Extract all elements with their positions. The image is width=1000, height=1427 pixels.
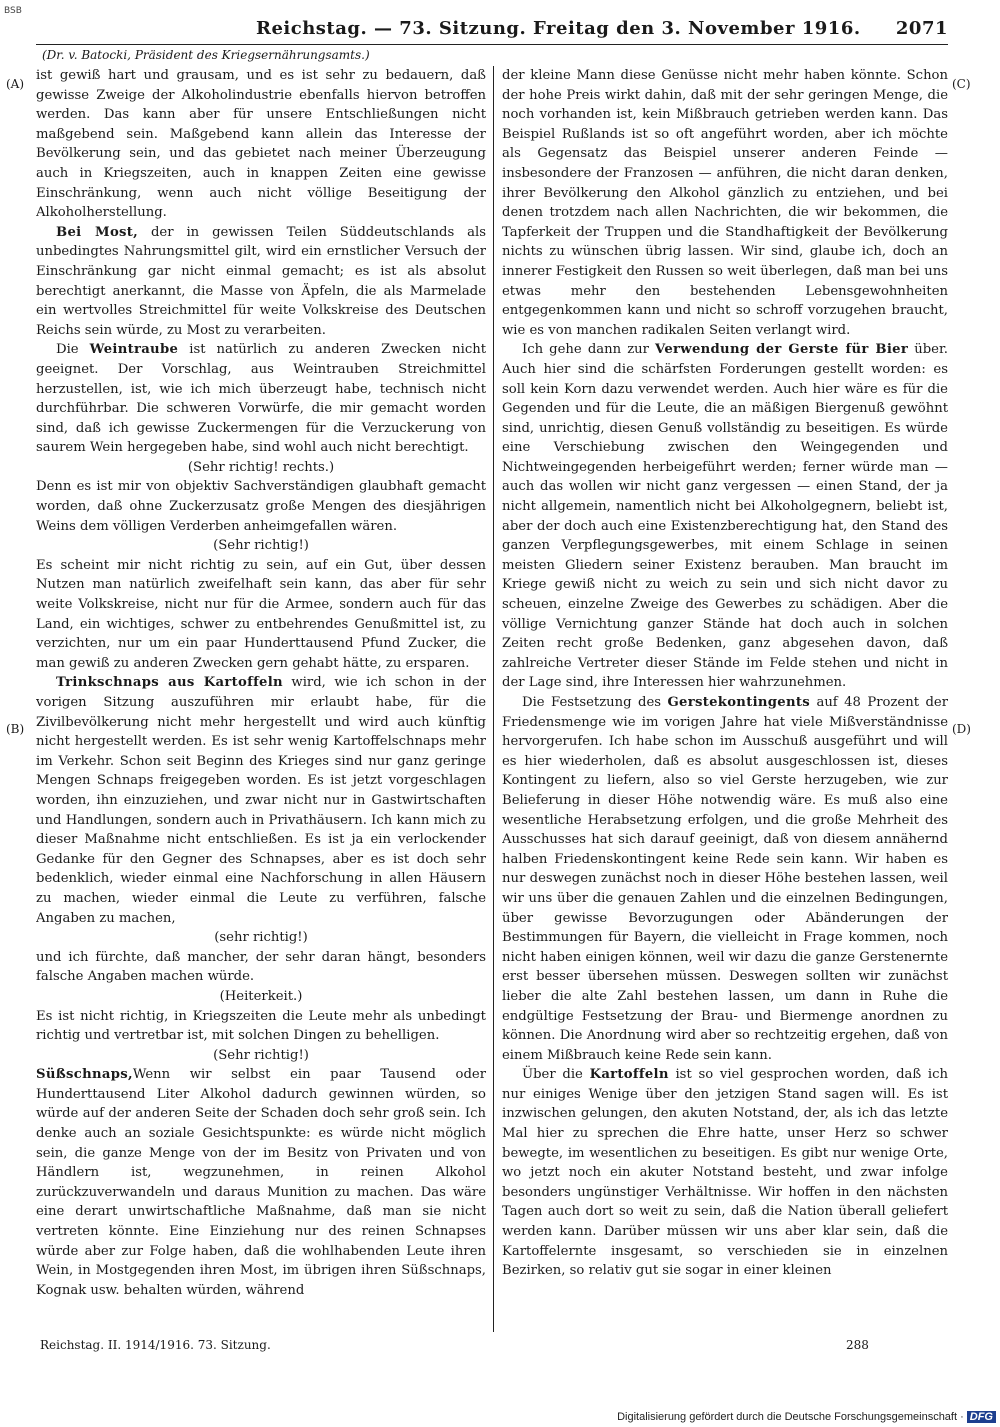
paragraph	[36, 340, 486, 458]
emphasized-term: Trinkschnaps aus Kartoffeln	[56, 675, 283, 691]
paragraph	[36, 948, 486, 987]
text-run: Die	[56, 342, 90, 358]
text-run: ist gewiß hart und grausam, und es ist sehr zu bedauern, daß gewisse Zweige der Alkoholindustrie ebenfalls hiervon betroffen werden. Das kann aber für unsere Entschließungen nicht maßgebend sein. Maßgebend kann allein das Interesse der Bevölkerung sein, und das gebietet nach meiner Überzeugung auch in Kriegszeiten, auch in knappen Zeiten eine gewisse Einschränkung, wenn auch nicht völlige Beseitigung der Alkoholherstellung.	[36, 68, 486, 221]
text-run: der kleine Mann diese Genüsse nicht mehr haben könnte. Schon der hohe Preis wirkt dahin, daß mit der sehr geringen Menge, die noch vorhanden ist, kein Mißbrauch getrieben werden kann. Das Beispiel Rußlands ist so oft angeführt worden, aber ich möchte als Gegensatz das Beispiel unserer anderen Feinde — insbesondere der Franzosen — anführen, die nicht daran denken, ihrer Bevölkerung den Alkohol gänzlich zu entziehen, und bei denen trotzdem nach allen Nachrichten, die wir bekommen, die Tapferkeit der Truppen und die Standhaftigkeit der Bevölkerung nichts zu wünschen übrig lassen. Wir sind, glaube ich, doch an innerer Festigkeit den Russen so weit überlegen, daß man bei uns etwas mehr den bestehenden Lebensgewohnheiten entgegenkommen kann und nicht so schroff vorzugehen braucht, wie es von manchen radikalen Seiten verlangt wird.	[502, 68, 948, 338]
paragraph	[36, 477, 486, 536]
paragraph	[36, 66, 486, 223]
left-column	[36, 66, 486, 1336]
text-run: ist natürlich zu anderen Zwecken nicht geeignet. Der Vorschlag, aus Weintrauben Streichmittel herzustellen, ist, wie ich mich überzeugt habe, technisch nicht durchführbar. Die schweren Vorwürfe, die mir gemacht worden sind, daß ich gewisse Zuckermengen für die Verzuckerung von saurem Wein hergegeben habe, sind wohl auch nicht berechtigt.	[36, 342, 486, 456]
text-run: über. Auch hier sind die schärfsten Forderungen gestellt worden: es soll kein Korn dazu verwendet werden. Auch hier wäre es für die Gegenden und für die Leute, die an mäßigen Biergenuß gewöhnt sind, unrichtig, diesen Genuß vollständig zu beseitigen. Es würde eine Verschiebung zwischen den Weingegenden und Nichtweingegenden herbeigeführt werden; ferner würde man — auch das wollen wir nicht ganz vergessen — einen Stand, der ja nicht allgemein, namentlich nicht bei Alkoholgegnern, beliebt ist, aber der doch auch eine Existenzberechtigung hat, den Stand des ganzen Verpflegungsgewerbes, mit einem Schlage in seinen meisten Gliedern seiner Existenz berauben. Man braucht im Kriege gewiß nicht zu weich zu sein und sich nicht davor zu scheuen, einzelne Zweige des Gewerbes zu schädigen. Aber die völlige Vernichtung ganzer Stände hat doch auch in solchen Zeiten recht große Bedenken, ganz abgesehen davon, daß zahlreiche Vertreter dieser Stände im Felde stehen und nicht in der Lage sind, ihre Interessen hier wahrzunehmen.	[502, 342, 948, 691]
text-run: (Heiterkeit.)	[219, 988, 303, 1004]
emphasized-term: Verwendung der Gerste für Bier	[655, 342, 909, 358]
interjection	[36, 928, 486, 948]
interjection	[36, 458, 486, 478]
emphasized-term: Bei Most,	[56, 224, 139, 240]
page-header	[256, 18, 948, 42]
text-run: und ich fürchte, daß mancher, der sehr daran hängt, besonders falsche Angaben machen würde.	[36, 949, 486, 985]
library-mark: BSB	[4, 6, 22, 16]
text-run: der in gewissen Teilen Süddeutschlands als unbedingtes Nahrungsmittel gilt, wird ein ernstlicher Versuch der Einschränkung gar nicht einmal gemacht; es ist als absolut berechtigt anerkannt, die Masse von Äpfeln, die als Marmelade ein wertvolles Streichmittel für weite Volkskreise des Deutschen Reichs sein würde, zu Most zu verarbeiten.	[36, 224, 486, 338]
footer-signature: 288	[846, 1338, 869, 1352]
dfg-logo: DFG	[967, 1411, 996, 1423]
text-run: (Sehr richtig!)	[213, 538, 309, 554]
paragraph	[36, 1065, 486, 1300]
emphasized-term: Weintraube	[89, 342, 179, 358]
running-title: Reichstag. — 73. Sitzung. Freitag den 3. November 1916.	[256, 18, 861, 39]
text-run: Es scheint mir nicht richtig zu sein, auf ein Gut, über dessen Nutzen man natürlich zweifelhaft sein kann, das aber für sehr weite Volkskreise, nicht nur für die Armee, sondern auch für das Land, ein wichtiges, schwer zu entbehrendes Genußmittel ist, zu verzichten, nur um ein paar Hunderttausend Pfund Zucker, die man gewiß zu anderen Zwecken gern gehabt hätte, zu ersparen.	[36, 557, 486, 671]
credit-text: Digitalisierung gefördert durch die Deutsche Forschungsgemeinschaft ·	[617, 1411, 964, 1423]
emphasized-term: Gerstekontingents	[667, 695, 811, 710]
interjection	[36, 1046, 486, 1066]
text-run: (sehr richtig!)	[214, 930, 308, 946]
text-run: wird, wie ich schon in der vorigen Sitzung auszuführen mir erlaubt habe, für die Zivilbevölkerung nicht mehr hergestellt und wird auch künftig nicht hergestellt werden. Es ist sehr wenig Kartoffelschnaps mehr im Verkehr. Schon seit Beginn des Krieges sind nur ganz geringe Mengen Schnaps freigegeben worden. Es ist jetzt vorgeschlagen worden, ihn einzuziehen, und zwar nicht nur in Gastwirtschaften und Handlungen, sondern auch in Privathäusern. Ich kann mich zu dieser Maßnahme nicht entschließen. Es ist ja ein verlockender Gedanke für den Gegner des Schnapses, aber es ist doch sehr bedenklich, wieder einmal eine Nachforschung in allen Häusern zu machen, wieder einmal die Leute zu verführen, falsche Angaben zu machen,	[36, 675, 486, 926]
emphasized-term: Kartoffeln	[589, 1067, 669, 1083]
text-run: Wenn wir selbst ein paar Tausend oder Hunderttausend Liter Alkohol dadurch gewinnen würden, so würde auf der anderen Seite der Schaden doch sehr groß sein. Ich denke auch an soziale Gesichtspunkte: es würde nicht möglich sein, die ganze Menge von	[36, 1067, 486, 1161]
text-run: Über die	[522, 1067, 590, 1083]
text-run: Ich gehe dann zur	[522, 342, 656, 358]
paragraph	[502, 1065, 948, 1281]
text-run: ist so viel gesprochen worden, daß ich nur einiges Wenige über den jetzigen Stand sagen will. Es ist inzwischen gelungen, den akuten Notstand, der, als ich das letzte Mal hier zu sprechen die Ehre hatte, unser Herz so schwer bewegte, im wesentlichen zu beseitigen. Es gibt nur wenige Orte, wo jetzt noch ein akuter Notstand besteht, und zwar infolge besonders ungünstiger Verhältnisse. Wir hoffen in den nächsten Tagen auch dort so weit zu sein, daß die Nation überall geliefert werden kann. Darüber müssen wir uns aber klar sein, daß die Kartoffelernte insgesamt, so verschieden sie in einzelnen Bezirken, so relativ gut sie sogar in einer kleinen	[502, 1067, 948, 1279]
paragraph	[502, 66, 948, 340]
right-column	[502, 66, 948, 1336]
speaker-line: (Dr. v. Batocki, Präsident des Kriegsernährungsamts.)	[42, 48, 370, 62]
paragraph	[36, 1007, 486, 1046]
text-run: (Sehr richtig! rechts.)	[187, 459, 335, 475]
text-run: der im Besitz von Privaten und von Händlern ist, wegzunehmen, in reinen Alkohol zurückzuverwandeln und daraus Munition zu machen. Das wäre eine derart unwirtschaftliche Maßnahme, daß man sie nicht vertreten könnte. Eine Einziehung nur des reinen Schnapses würde aber zur Folge haben, daß die wohlhabenden Leute ihren Wein, in Mostgegenden ihren Most, im übrigen ihren Süßschnaps, Kognak usw. behalten würden, während	[36, 1145, 486, 1298]
paragraph	[502, 340, 948, 693]
interjection	[36, 536, 486, 556]
header-rule	[36, 44, 948, 45]
margin-marker-d: (D)	[952, 722, 971, 736]
margin-marker-c: (C)	[952, 77, 971, 91]
paragraph	[36, 223, 486, 341]
margin-marker-b: (B)	[6, 722, 25, 736]
column-divider	[493, 66, 494, 1332]
paragraph	[36, 673, 486, 928]
digitization-credit	[617, 1411, 996, 1423]
footer-session: Reichstag. II. 1914/1916. 73. Sitzung.	[40, 1338, 271, 1352]
page-number: 2071	[895, 18, 948, 39]
text-run: Die Festsetzung des	[522, 695, 668, 710]
text-run: auf 48 Prozent der Friedensmenge wie im vorigen Jahre hat viele Mißverständnisse hervorgerufen. Ich habe schon im Ausschuß ausgeführt und will es hier wiederholen, daß es absolut ausgeschlossen ist, dieses Kontingent zu liefern, also so viel Gerste herzugeben, wie zur Belieferung in dieser Höhe notwendig wäre. Es muß also eine wesentliche Herabsetzung erfolgen, und die große Mehrheit des Ausschusses hat sich darauf geeinigt, daß von diesem annähernd halben Friedenskontingent keine Rede sein kann. Wir haben es nur deswegen zunächst noch in dieser Höhe bestehen lassen, weil wir uns über die genauen Zahlen und die einzelnen Bedingungen, über gewisse Bevorzugungen oder Abänderungen der Bestimmungen für Bayern, die vielleicht in Frage kommen, noch nicht haben einigen können, weil wir dazu die ganze Gerstenernte erst besser übersehen müssen. Deswegen sollten wir zunächst lieber die alte Zahl bestehen lassen, um dann in Ruhe die endgültige Festsetzung der Brau- und Biermenge anordnen zu können. Die Anordnung wird aber so rechtzeitig ergehen, daß von einem Mißbrauch keine Rede sein kann.	[502, 695, 948, 1063]
paragraph	[36, 556, 486, 674]
text-run: Denn es ist mir von objektiv Sachverständigen glaubhaft gemacht worden, daß ohne Zuckerzusatz große Mengen des diesjährigen Weins dem völligen Verderben anheimgefallen wären.	[36, 479, 486, 534]
text-run: (Sehr richtig!)	[213, 1047, 309, 1063]
emphasized-term: Süßschnaps,	[36, 1067, 133, 1083]
text-run: Es ist nicht richtig, in Kriegszeiten die Leute mehr als unbedingt richtig und vertretbar ist, mit solchen Dingen zu behelligen.	[36, 1008, 486, 1044]
margin-marker-a: (A)	[6, 77, 25, 91]
interjection	[36, 987, 486, 1007]
paragraph	[502, 693, 948, 1065]
